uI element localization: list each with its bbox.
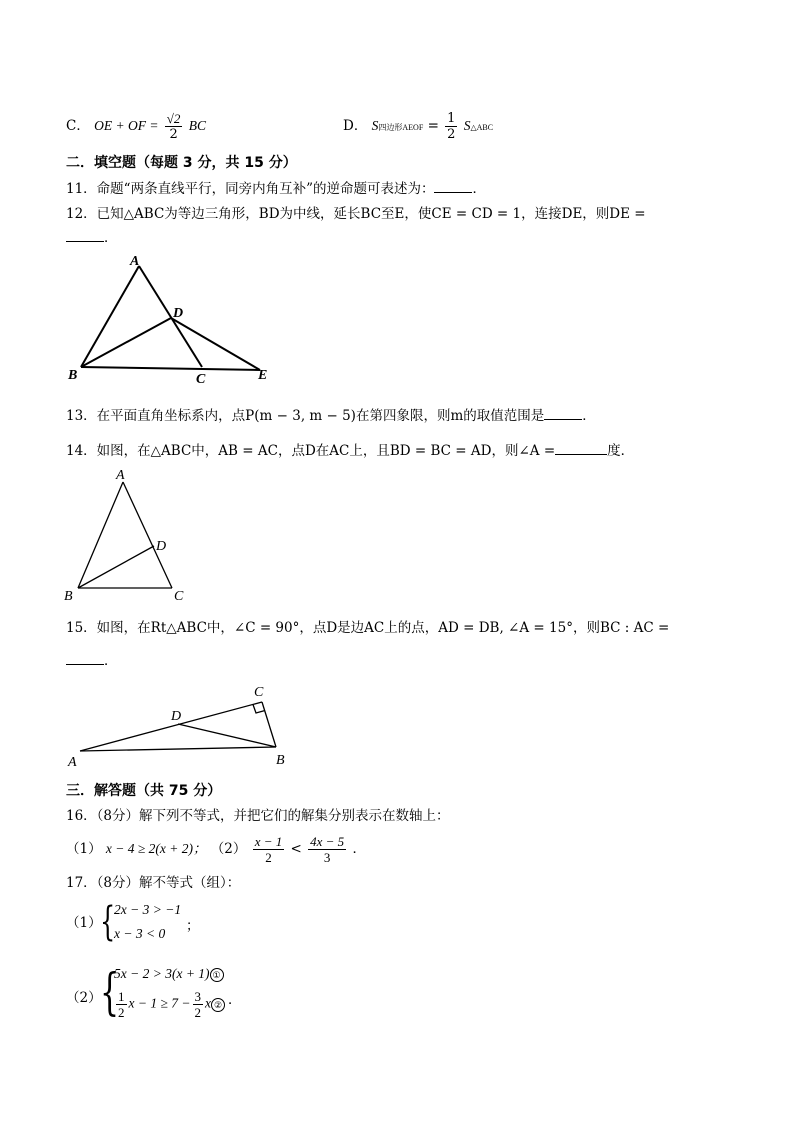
q16-p2-den2: 3 [323,850,331,865]
q15-text: 15．如图，在Rt△ABC中，∠C = 90°，点D是边AC上的点，AD = DB, ∠A = 15°，则BC : AC = [66,620,670,636]
q17-p2-row2-frac2 [193,990,204,1019]
q13-text: 13．在平面直角坐标系内，点P(m − 3, m − 5)在第四象限，则m的取值范围是 [66,408,545,424]
option-c-den: 2 [169,127,178,142]
q17-p1-label: （1） [66,915,102,931]
q15-label-b: B [276,753,285,768]
q11-text: 11．命题“两条直线平行，同旁内角互补”的逆命题可表述为： [66,181,435,197]
q15-answer-blank[interactable] [66,652,104,665]
q16-p2-frac1 [253,835,285,864]
q11-end: ． [472,181,486,197]
q14-text: 14．如图，在△ABC中，AB = AC，点D在AC上，且BD = BC = AD，则∠A = [66,443,556,459]
q12-segment-de [171,318,260,370]
question-17 [66,874,240,892]
option-d-num: 1 [447,111,456,126]
option-d-s: S [371,118,379,133]
option-d [343,112,493,141]
q17-p2-end: ． [228,992,242,1008]
q17-p2-row2-b: 2 [118,1005,125,1020]
q12-label-e: E [258,368,268,383]
q15-segment-ab [80,747,276,751]
q16-p2-frac2 [308,835,346,864]
q17-p1-row2: x − 3 < 0 [114,926,166,941]
question-16 [66,807,450,825]
question-16-parts [66,832,366,866]
q16-p2-op: < [290,841,302,857]
q15-segment-cb [262,702,276,747]
option-c-label: C． [66,118,90,134]
q14-segment-ab [78,482,123,588]
section-3-title: 三．解答题（共 75 分） [66,783,222,799]
q12-label-a: A [130,254,140,269]
q12-label-b: B [68,368,78,383]
q14-label-d: D [156,539,167,554]
q17-p2-row1 [114,966,224,982]
option-d-den: 2 [447,127,456,142]
q14-answer-blank[interactable] [555,442,607,455]
q14-label-a: A [116,468,125,483]
q14-segment-ac [123,482,172,588]
q17-p2-row2-d: 2 [194,1005,201,1020]
question-14 [66,442,634,460]
option-d-fraction [445,112,457,141]
q16-p2-num2: 4x − 5 [310,834,345,849]
q16-p2-den1: 2 [265,850,272,865]
q15-label-c: C [254,685,264,700]
q17-p1-row1: 2x − 3 > −1 [114,902,182,917]
q16-p1: x − 4 ≥ 2(x + 2)； [105,841,207,856]
q16-p2-num1: x − 1 [254,834,283,849]
q17-p2-row2-mid: x − 1 ≥ 7 − [128,995,191,1011]
section-2-title: 二．填空题（每题 3 分，共 15 分） [66,155,297,171]
q17-p2-brace: { [100,963,120,1021]
option-d-label: D． [343,118,368,134]
q12-segment-ac [139,266,202,367]
q14-segment-bd [78,546,154,588]
q12-text: 12．已知△ABC为等边三角形，BD为中线，延长BC至E，使CE = CD = 1，连接DE，则DE = [66,206,646,222]
option-c-rhs: BC [188,118,206,133]
q13-answer-blank[interactable] [544,407,582,420]
q17-p2-row2 [114,990,225,1019]
q17-p2-row2-a: 1 [118,989,125,1004]
option-d-s2: S [463,118,471,133]
q14-figure [60,466,200,606]
question-15 [66,619,669,637]
q17-p2-row2-c: 3 [194,989,201,1004]
option-d-sub2: △ABC [470,123,494,132]
q15-label-d: D [171,709,182,724]
q17-p2-row1-expr: 5x − 2 > 3(x + 1) [114,966,210,981]
q12-end: ． [104,230,118,246]
q16-p2-end: ． [352,841,366,857]
q12-answer-blank[interactable] [66,229,104,242]
option-d-sub1: 四边形AEOF [378,123,424,132]
q12-figure [60,253,280,385]
q16-text: 16．（8分）解下列不等式，并把它们的解集分别表示在数轴上： [66,808,450,824]
question-12-cont [66,229,118,247]
option-c-lhs: OE + OF = [94,118,159,133]
q15-label-a: A [68,755,77,770]
q16-p2-label: （2） [210,841,247,857]
q17-p1-brace: { [100,899,116,945]
q15-end: ． [104,653,118,669]
q16-p1-label: （1） [66,841,102,857]
question-11 [66,180,486,198]
option-c-sqrt: √2 [166,111,181,126]
q14-label-b: B [64,589,73,604]
q14-label-c: C [174,589,184,604]
q17-p2-row2-frac1 [116,990,127,1019]
question-13 [66,407,596,425]
q17-p2-row1-tag: ① [210,968,224,982]
q14-end: 度． [607,443,635,459]
q17-p2-row2-tag: ② [211,998,225,1012]
q12-label-c: C [196,372,206,385]
q17-p1-system [100,900,220,948]
option-d-eq: = [427,118,439,134]
q15-figure [62,680,302,770]
option-c-fraction [165,112,183,141]
q13-end: ． [582,408,596,424]
q17-p2-label: （2） [66,990,102,1006]
q12-segment-be [81,367,260,370]
question-12 [66,205,646,223]
q17-p2-row2-end: x [205,995,211,1011]
q12-label-d: D [173,306,184,321]
q17-p2-system [100,962,260,1032]
question-15-cont [66,652,118,670]
option-c [66,112,206,141]
q15-segment-db [178,724,276,747]
q17-text: 17．（8分）解不等式（组）： [66,875,241,891]
q17-p1-end: ； [186,918,200,934]
q11-answer-blank[interactable] [434,180,472,193]
